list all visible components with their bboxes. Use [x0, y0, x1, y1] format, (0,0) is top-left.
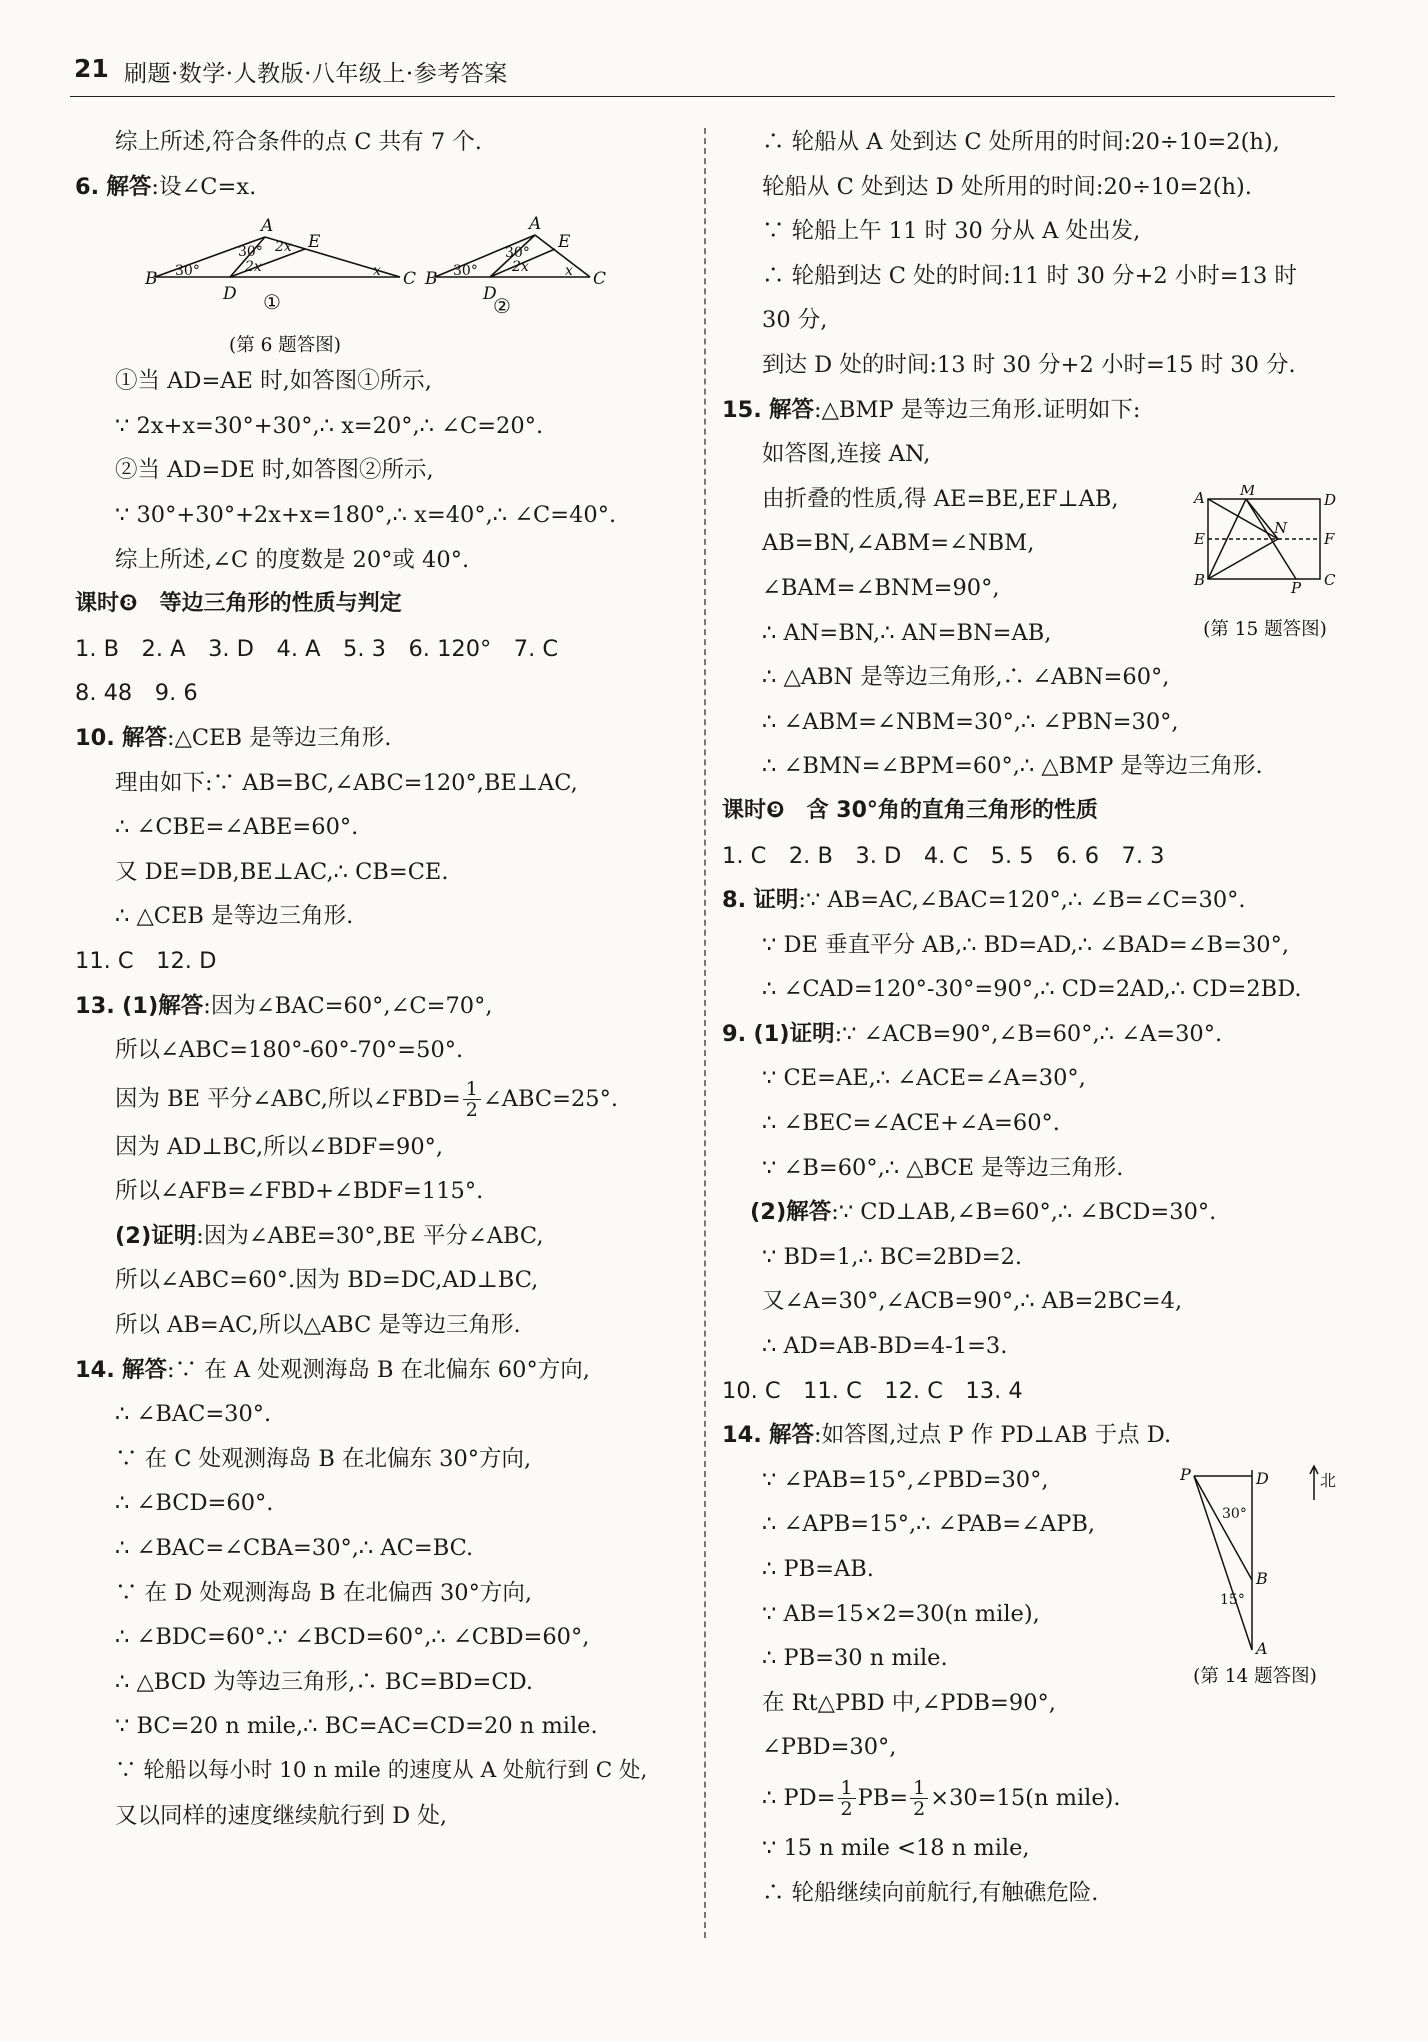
text-line: ∴ △CEB 是等边三角形.	[115, 903, 354, 930]
text-line: ∴ AD=AB-BD=4-1=3.	[762, 1333, 1008, 1360]
question-number: 14.	[75, 1356, 115, 1383]
navigation-diagram	[1180, 1460, 1340, 1660]
text-line: ∵ ∠PAB=15°,∠PBD=30°,	[762, 1466, 1049, 1493]
figure-caption: (第 14 题答图)	[1193, 1666, 1317, 1687]
text-line: 到达 D 处的时间:13 时 30 分+2 小时=15 时 30 分.	[762, 351, 1296, 378]
text-line	[722, 1190, 1342, 1235]
label-A: A	[1194, 489, 1205, 507]
text-line: ∴ ∠CAD=120°-30°=90°,∴ CD=2AD,∴ CD=2BD.	[762, 976, 1302, 1003]
text-line: ∴ △BCD 为等边三角形,∴ BC=BD=CD.	[115, 1668, 533, 1695]
text-line: 30 分,	[762, 307, 828, 334]
text-line: 因为 AD⊥BC,所以∠BDF=90°,	[115, 1133, 444, 1160]
answer-label: (1)解答	[122, 992, 204, 1019]
text-span: :△BMP 是等边三角形.证明如下:	[814, 396, 1141, 423]
angle-2x: 2x	[512, 259, 529, 276]
figure-caption: (第 6 题答图)	[229, 335, 341, 357]
text-line: 如答图,连接 AN,	[762, 441, 931, 468]
header-title: 刷题·数学·人教版·八年级上·参考答案	[124, 61, 508, 87]
text-line: ∵ 15 n mile <18 n mile,	[762, 1834, 1030, 1861]
label-A: A	[261, 216, 274, 237]
section-title: 课时❽ 等边三角形的性质与判定	[75, 591, 402, 617]
fraction	[463, 1079, 481, 1120]
text-line: ∵ BD=1,∴ BC=2BD=2.	[762, 1243, 1023, 1270]
figure-number-2: ②	[493, 294, 511, 319]
figure-q14	[1180, 1460, 1340, 1687]
triangles-diagram	[145, 209, 705, 329]
answer-list: 1. B 2. A 3. D 4. A 5. 3 6. 120° 7. C	[75, 635, 559, 662]
question-number: 10.	[75, 724, 115, 751]
question-number: 9.	[722, 1020, 747, 1047]
text-line: 所以 AB=AC,所以△ABC 是等边三角形.	[115, 1312, 521, 1339]
label-B: B	[1194, 571, 1206, 589]
answer-label: 证明	[753, 887, 799, 914]
page-header	[70, 52, 1335, 97]
figure-number-1: ①	[263, 290, 281, 315]
text-line: ∴ ∠BDC=60°.∵ ∠BCD=60°,∴ ∠CBD=60°,	[115, 1624, 590, 1651]
angle-30: 30°	[453, 263, 478, 280]
text-span: PB=	[857, 1784, 909, 1811]
angle-30: 30°	[238, 244, 263, 261]
label-C: C	[1324, 571, 1336, 589]
text-line: ∠BAM=∠BNM=90°,	[762, 574, 1000, 601]
question-14	[75, 1348, 690, 1393]
north-label: 北	[1320, 1471, 1337, 1490]
text-line	[75, 1214, 690, 1259]
answer-list: 8. 48 9. 6	[75, 680, 198, 707]
question-10	[75, 716, 690, 761]
text-line: 又∠A=30°,∠ACB=90°,∴ AB=2BC=4,	[762, 1288, 1183, 1315]
answer-label: 解答	[122, 1356, 168, 1383]
label-D: D	[1324, 491, 1337, 509]
label-A: A	[529, 214, 542, 235]
text-line: ∵ AB=15×2=30(n mile),	[762, 1600, 1040, 1627]
text-line: ∴ ∠BAC=∠CBA=30°,∴ AC=BC.	[115, 1535, 474, 1562]
text-line: 又 DE=DB,BE⊥AC,∴ CB=CE.	[115, 858, 449, 885]
question-6	[75, 165, 690, 210]
text-line: 在 Rt△PBD 中,∠PDB=90°,	[762, 1689, 1056, 1716]
numerator: 1	[910, 1778, 928, 1799]
text-line: ∵ 在 D 处观测海岛 B 在北偏西 30°方向,	[115, 1579, 533, 1606]
label-M: M	[1240, 485, 1256, 499]
text-line: 所以∠ABC=60°.因为 BD=DC,AD⊥BC,	[115, 1267, 539, 1294]
label-C: C	[593, 269, 607, 290]
answer-label: (1)证明	[753, 1020, 835, 1047]
angle-2x: 2x	[275, 239, 292, 256]
text-line: ∵ CE=AE,∴ ∠ACE=∠A=30°,	[762, 1065, 1086, 1092]
angle-2x: 2x	[245, 259, 262, 276]
question-8	[722, 878, 1342, 923]
text-span: :∵ CD⊥AB,∠B=60°,∴ ∠BCD=30°.	[831, 1199, 1217, 1226]
text-line: 由折叠的性质,得 AE=BE,EF⊥AB,	[762, 485, 1119, 512]
page-number: 21	[74, 54, 109, 83]
text-line: ∴ △ABN 是等边三角形,∴ ∠ABN=60°,	[762, 664, 1170, 691]
text-line: 轮船从 C 处到达 D 处所用的时间:20÷10=2(h).	[762, 173, 1252, 200]
fraction	[838, 1778, 856, 1819]
question-9	[722, 1012, 1342, 1057]
angle-x: x	[565, 263, 573, 280]
text-line: 综上所述,∠C 的度数是 20°或 40°.	[115, 546, 470, 573]
question-number: 14.	[722, 1422, 762, 1449]
figure-caption: (第 15 题答图)	[1203, 619, 1327, 640]
text-line: ∴ ∠CBE=∠ABE=60°.	[115, 814, 359, 841]
text-line: ∵ 轮船上午 11 时 30 分从 A 处出发,	[762, 218, 1141, 245]
answer-label: 解答	[122, 724, 168, 751]
label-F: F	[1324, 530, 1335, 548]
text-span: :∵ AB=AC,∠BAC=120°,∴ ∠B=∠C=30°.	[798, 887, 1246, 914]
text-line: ∴ ∠ABM=∠NBM=30°,∴ ∠PBN=30°,	[762, 708, 1179, 735]
text-line: AB=BN,∠ABM=∠NBM,	[762, 530, 1035, 557]
text-line: ∵ ∠B=60°,∴ △BCE 是等边三角形.	[762, 1154, 1124, 1181]
answer-label: 解答	[769, 1422, 815, 1449]
denominator: 2	[840, 1798, 853, 1821]
text-line: ∴ PB=AB.	[762, 1556, 874, 1582]
label-E: E	[308, 232, 321, 253]
label-B: B	[1256, 1569, 1268, 1588]
angle-15: 15°	[1220, 1592, 1245, 1608]
text-line: ①当 AD=AE 时,如答图①所示,	[115, 368, 432, 395]
question-15	[722, 388, 1342, 433]
question-number: 15.	[722, 396, 762, 423]
figure-q6	[75, 209, 690, 359]
question-number: 13.	[75, 992, 115, 1019]
text-line: ∴ ∠BEC=∠ACE+∠A=60°.	[762, 1110, 1060, 1137]
text-line: ∴ 轮船从 A 处到达 C 处所用的时间:20÷10=2(h),	[762, 129, 1280, 155]
text-line-fraction	[722, 1770, 1342, 1826]
question-13	[75, 984, 690, 1029]
text-line: ∴ ∠BCD=60°.	[115, 1490, 274, 1517]
denominator: 2	[913, 1798, 926, 1821]
label-A: A	[1256, 1639, 1268, 1658]
angle-30: 30°	[1222, 1506, 1247, 1522]
text-line: 综上所述,符合条件的点 C 共有 7 个.	[115, 129, 482, 155]
text-line: ∵ 轮船以每小时 10 n mile 的速度从 A 处航行到 C 处,	[115, 1758, 648, 1783]
left-column	[75, 120, 690, 1838]
text-line: ∴ 轮船继续向前航行,有触礁危险.	[762, 1879, 1099, 1906]
label-B: B	[425, 269, 438, 290]
text-span: ∠ABC=25°.	[482, 1085, 619, 1112]
numerator: 1	[838, 1778, 856, 1799]
label-E: E	[558, 232, 571, 253]
label-D: D	[223, 284, 237, 305]
text-line: ∴ ∠APB=15°,∴ ∠PAB=∠APB,	[762, 1511, 1096, 1538]
answer-label: 解答	[106, 173, 152, 200]
question-number: 6.	[75, 173, 100, 200]
answer-label: 解答	[769, 396, 815, 423]
question-14-right	[722, 1413, 1342, 1458]
text-line: ∠PBD=30°,	[762, 1734, 897, 1761]
column-divider	[704, 128, 706, 1938]
text-line: 又以同样的速度继续航行到 D 处,	[115, 1802, 447, 1829]
label-B: B	[145, 269, 158, 290]
figure-q15	[1190, 485, 1340, 655]
text-span: :∵ ∠ACB=90°,∠B=60°,∴ ∠A=30°.	[834, 1020, 1223, 1047]
label-D: D	[483, 284, 497, 305]
answer-list: 11. C 12. D	[75, 947, 217, 974]
question-number: 8.	[722, 887, 747, 914]
label-P: P	[1291, 579, 1302, 595]
text-span: :∵ 在 A 处观测海岛 B 在北偏东 60°方向,	[167, 1356, 590, 1383]
label-C: C	[403, 269, 417, 290]
text-line: ∵ 30°+30°+2x+x=180°,∴ x=40°,∴ ∠C=40°.	[115, 501, 617, 528]
answer-label: (2)证明	[115, 1222, 197, 1249]
text-line: ∵ BC=20 n mile,∴ BC=AC=CD=20 n mile.	[115, 1713, 598, 1740]
text-span: ∴ PD=	[762, 1784, 836, 1811]
angle-30: 30°	[505, 245, 530, 262]
text-span: ×30=15(n mile).	[930, 1784, 1121, 1811]
angle-x: x	[373, 263, 381, 280]
text-line: ∵ 2x+x=30°+30°,∴ x=20°,∴ ∠C=20°.	[115, 412, 544, 439]
text-line: 理由如下:∵ AB=BC,∠ABC=120°,BE⊥AC,	[115, 769, 578, 796]
text-line-fraction	[75, 1073, 690, 1125]
label-E: E	[1194, 530, 1205, 548]
text-line: ∴ PB=30 n mile.	[762, 1645, 948, 1672]
label-N: N	[1274, 519, 1288, 537]
text-line: ∴ ∠BAC=30°.	[115, 1401, 272, 1428]
angle-30: 30°	[175, 263, 200, 280]
text-line: ∵ DE 垂直平分 AB,∴ BD=AD,∴ ∠BAD=∠B=30°,	[762, 931, 1289, 958]
text-span: :设∠C=x.	[151, 173, 257, 200]
text-line: 所以∠ABC=180°-60°-70°=50°.	[115, 1037, 464, 1064]
label-D: D	[1256, 1469, 1269, 1488]
text-line: ②当 AD=DE 时,如答图②所示,	[115, 457, 434, 484]
text-span: :因为∠BAC=60°,∠C=70°,	[203, 992, 493, 1019]
fraction	[910, 1778, 928, 1819]
text-span: 因为 BE 平分∠ABC,所以∠FBD=	[115, 1085, 461, 1112]
numerator: 1	[463, 1079, 481, 1100]
denominator: 2	[465, 1099, 478, 1122]
text-span: :因为∠ABE=30°,BE 平分∠ABC,	[196, 1222, 544, 1249]
text-line: ∵ 在 C 处观测海岛 B 在北偏东 30°方向,	[115, 1445, 532, 1472]
text-span: :如答图,过点 P 作 PD⊥AB 于点 D.	[814, 1422, 1172, 1449]
label-P: P	[1180, 1465, 1191, 1484]
section-title: 课时❾ 含 30°角的直角三角形的性质	[722, 797, 1098, 823]
text-span: :△CEB 是等边三角形.	[167, 724, 392, 751]
answer-list: 1. C 2. B 3. D 4. C 5. 5 6. 6 7. 3	[722, 842, 1165, 869]
answer-list: 10. C 11. C 12. C 13. 4	[722, 1377, 1023, 1404]
text-line: ∴ AN=BN,∴ AN=BN=AB,	[762, 619, 1052, 646]
fold-diagram	[1190, 485, 1340, 595]
answer-label: (2)解答	[750, 1199, 832, 1226]
text-line: ∴ ∠BMN=∠BPM=60°,∴ △BMP 是等边三角形.	[762, 753, 1263, 780]
text-line: ∴ 轮船到达 C 处的时间:11 时 30 分+2 小时=13 时	[762, 262, 1297, 289]
text-line: 所以∠AFB=∠FBD+∠BDF=115°.	[115, 1178, 484, 1205]
